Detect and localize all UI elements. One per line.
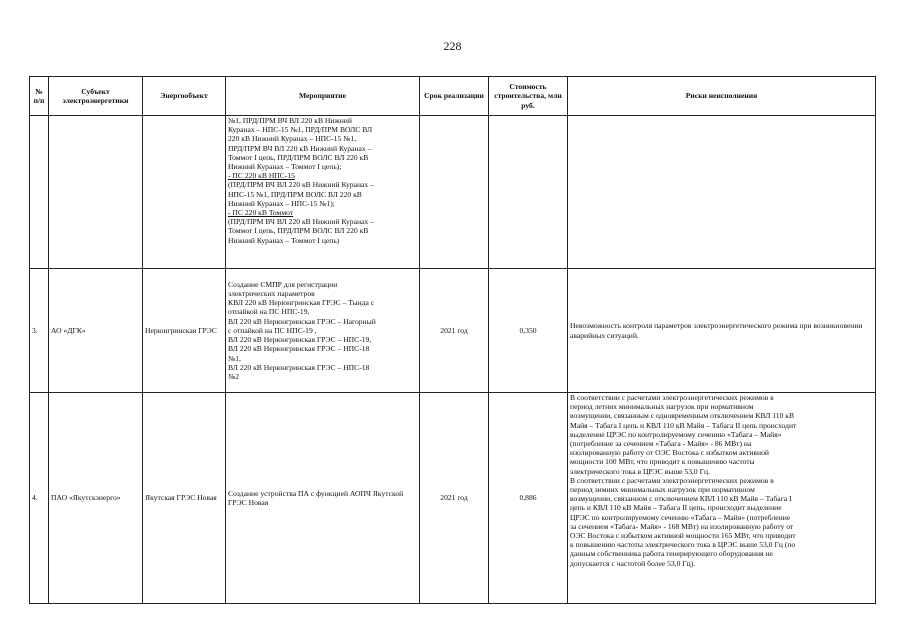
table-row (30, 393, 876, 604)
measure-line: отпайкой на ПС НПС-19, (228, 307, 310, 317)
measure-line: ВЛ 220 кВ Нерюнгринская ГРЭС – НПС-19, (228, 335, 372, 345)
risk-line: (потребление за сечением «Табага - Майя» - 86 МВт) на (570, 439, 752, 449)
measure-cell: Создание устройства ПА с функцией АОПЧ Якутской ГРЭС Новая (226, 393, 420, 604)
risk-line: за сечением «Табага- Майя» - 168 МВт) на изолированную работу от (570, 521, 794, 531)
measure-line: с отпайкой на ПС НПС-19 , (228, 325, 317, 335)
risk-line: электрического тока в ЦРЭС выше 53,0 Гц. (570, 466, 710, 476)
subject-cell: АО «ДГК» (49, 269, 143, 393)
measure-line: ВЛ 220 кВ Нерюнгринская ГРЭС – НПС-18 (228, 362, 370, 372)
risk-line: выделение ЦРЭС по контролируемому сечению «Табага – Майя» (570, 429, 782, 439)
header-object: Энергообъект (143, 77, 226, 116)
risk-line: мощности 100 МВт, что приводит к повышению частоты (570, 457, 755, 467)
header-risks: Риски неисполнения (568, 77, 876, 116)
risk-line: Майя – Табага I цепь и КВЛ 110 кВ Майя – Табага II цепь происходит (570, 420, 797, 430)
measure-line: (ПРД/ПРМ ВЧ ВЛ 220 кВ Нижний Куранах – (228, 180, 374, 190)
subject-cell: ПАО «Якутскэнерго» (49, 393, 143, 604)
risk-line: В соответствии с расчетами электроэнергетических режимов в (570, 475, 774, 485)
header-measure: Мероприятие (226, 77, 420, 116)
cost-cell: 0,350 (489, 269, 568, 393)
row-number: 4. (30, 393, 49, 604)
substation-heading: - ПС 220 кВ НПС-15 (228, 171, 295, 181)
measure-line: Куранах – НПС-15 №1, ПРД/ПРМ ВОЛС ВЛ (228, 125, 373, 135)
header-cost: Стоимость строительства, млн руб. (489, 77, 568, 116)
measure-line: (ПРД/ПРМ ВЧ ВЛ 220 кВ Нижний Куранах – (228, 217, 374, 227)
risk-line: данным собственника работа генерирующего оборудования не (570, 549, 773, 559)
measure-line: ВЛ 220 кВ Нерюнгринская ГРЭС – НПС-18 (228, 344, 370, 354)
deadline-cell: 2021 год (420, 393, 489, 604)
measure-line: НПС-15 №1, ПРД/ПРМ ВОЛС ВЛ 220 кВ (228, 189, 362, 199)
page-number: 228 (443, 39, 462, 53)
measure-line: Нижний Куранах – Томмот I цепь); (228, 162, 342, 172)
header-deadline: Срок реализации (420, 77, 489, 116)
measure-line: №1, (228, 353, 241, 363)
measure-line: Томмот I цепь, ПРД/ПРМ ВОЛС ВЛ 220 кВ (228, 226, 369, 236)
row-number: 3. (30, 269, 49, 393)
measure-cell (226, 269, 420, 393)
risks-cell (568, 393, 876, 604)
measure-line: 220 кВ Нижний Куранах – НПС-15 №1, (228, 134, 357, 144)
risk-line: цепь и КВЛ 110 кВ Майя – Табага II цепь, происходит выделение (570, 503, 782, 513)
header-subject: Субъект электроэнергетики (49, 77, 143, 116)
measure-line: Создание СМПР для регистрации (228, 279, 338, 289)
measure-cell (226, 116, 420, 269)
risk-line: ЦРЭС по контролируемому сечению «Табага – Майя» (потребление (570, 512, 791, 522)
risk-line: В соответствии с расчетами электроэнергетических режимов в (570, 393, 774, 402)
substation-heading: - ПС 220 кВ Томмот (228, 208, 294, 218)
table-row (30, 269, 876, 393)
risk-line: изолированную работу от ОЭС Востока с избытком активной (570, 448, 769, 458)
risk-line: период зимних минимальных нагрузок при нормативном (570, 485, 755, 495)
deadline-cell: 2021 год (420, 269, 489, 393)
risk-line: ОЭС Востока с избытком активной мощности 165 МВт, что приводит (570, 531, 796, 541)
measure-line: Нижний Куранах – НПС-15 №1); (228, 198, 335, 208)
object-cell: Нерюнгринская ГРЭС (143, 269, 226, 393)
measure-line: ПРД/ПРМ ВЧ ВЛ 220 кВ Нижний Куранах – (228, 143, 372, 153)
risk-line: возмущении, связанном с отключением КВЛ 110 кВ Майя – Табага I (570, 494, 792, 504)
risk-line: период летних минимальных нагрузок при нормативном (570, 402, 754, 412)
risk-line: к повышению частоты электрического тока в ЦРЭС выше 53,0 Гц (по (570, 540, 796, 550)
measure-line: Томмот I цепь, ПРД/ПРМ ВОЛС ВЛ 220 кВ (228, 152, 369, 162)
risk-line: допускается с частотой более 53,0 Гц). (570, 558, 696, 568)
cost-cell: 0,886 (489, 393, 568, 604)
measure-line: №1, ПРД/ПРМ ВЧ ВЛ 220 кВ Нижний (228, 116, 352, 125)
measures-table (29, 76, 876, 604)
measure-line: №2 (228, 371, 240, 381)
table-row (30, 116, 876, 269)
risk-line: возмущении, связанным с одновременным отключением КВЛ 110 кВ (570, 411, 795, 421)
measure-line: ВЛ 220 кВ Нерюнгринская ГРЭС – Нагорный (228, 316, 376, 326)
object-cell: Якутская ГРЭС Новая (143, 393, 226, 604)
measure-line: Нижний Куранах – Томмот I цепь) (228, 235, 340, 245)
measure-line: электрических параметров (228, 289, 315, 299)
table-header-row (30, 77, 876, 116)
header-num: № п/п (30, 77, 49, 116)
risks-cell: Невозможность контроля параметров электроэнергетического режима при возникновении аварийных ситуаций. (568, 269, 876, 393)
measure-line: КВЛ 220 кВ Нерюнгринская ГРЭС – Тында с (228, 298, 375, 308)
